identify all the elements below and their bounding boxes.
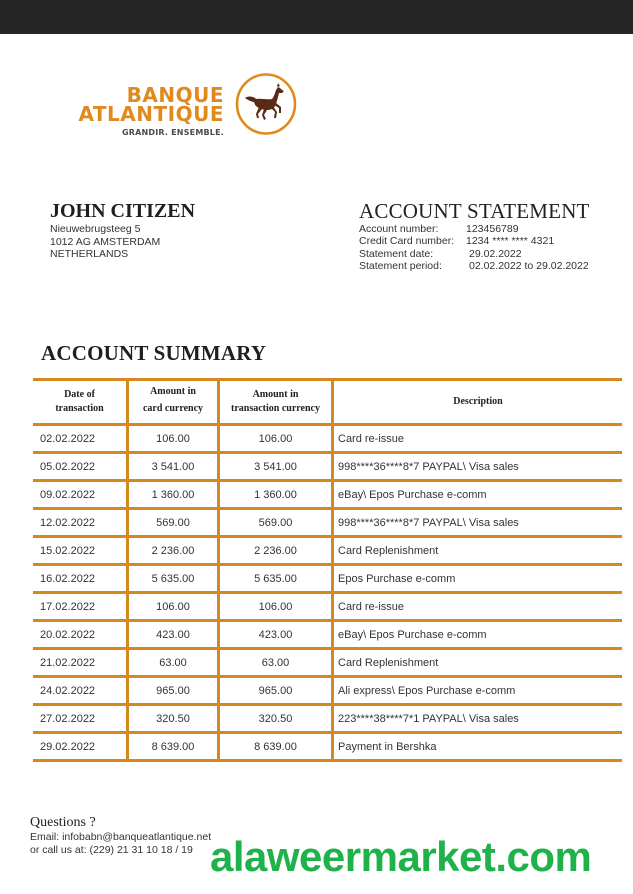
table-row <box>33 677 622 705</box>
horse-emblem-icon <box>235 73 297 135</box>
cell-amount-transaction: 965.00 <box>219 677 333 705</box>
table-row <box>33 481 622 509</box>
statement-period-value: 02.02.2022 to 29.02.2022 <box>469 259 589 272</box>
header-amount-txn-line2: transaction currency <box>231 403 320 414</box>
cell-description: 223****38****7*1 PAYPAL\ Visa sales <box>333 705 623 733</box>
contact-email: Email: infobabn@banqueatlantique.net <box>30 831 212 843</box>
cell-amount-card: 965.00 <box>128 677 219 705</box>
cell-amount-card: 5 635.00 <box>128 565 219 593</box>
footer-contact <box>30 815 211 857</box>
header-amount-transaction <box>219 380 333 425</box>
cell-amount-card: 8 639.00 <box>128 733 219 761</box>
table-row <box>33 705 622 733</box>
cell-date: 02.02.2022 <box>33 425 128 453</box>
cell-description: Card Replenishment <box>333 649 623 677</box>
cell-amount-card: 1 360.00 <box>128 481 219 509</box>
address-line2: 1012 AG AMSTERDAM <box>50 235 161 248</box>
cell-amount-transaction: 8 639.00 <box>219 733 333 761</box>
cell-amount-card: 2 236.00 <box>128 537 219 565</box>
cell-amount-card: 569.00 <box>128 509 219 537</box>
cell-amount-transaction: 569.00 <box>219 509 333 537</box>
cell-amount-card: 320.50 <box>128 705 219 733</box>
summary-title: ACCOUNT SUMMARY <box>41 341 267 365</box>
cell-date: 16.02.2022 <box>33 565 128 593</box>
transactions-table <box>33 378 622 762</box>
card-number-value: 1234 **** **** 4321 <box>466 235 555 248</box>
cell-description: eBay\ Epos Purchase e-comm <box>333 621 623 649</box>
cell-description: 998****36****8*7 PAYPAL\ Visa sales <box>333 509 623 537</box>
cell-amount-transaction: 5 635.00 <box>219 565 333 593</box>
bank-name-line2: ATLANTIQUE <box>78 102 224 126</box>
cell-date: 27.02.2022 <box>33 705 128 733</box>
table-row <box>33 621 622 649</box>
contact-phone: or call us at: (229) 21 31 10 18 / 19 <box>30 844 193 856</box>
cell-amount-card: 106.00 <box>128 593 219 621</box>
cell-date: 12.02.2022 <box>33 509 128 537</box>
cell-amount-card: 106.00 <box>128 425 219 453</box>
header-date-line1: Date of <box>64 389 95 400</box>
header-amount-txn-line1: Amount in <box>252 389 299 400</box>
cell-amount-transaction: 1 360.00 <box>219 481 333 509</box>
cell-amount-transaction: 2 236.00 <box>219 537 333 565</box>
cell-amount-transaction: 106.00 <box>219 425 333 453</box>
cell-description: 998****36****8*7 PAYPAL\ Visa sales <box>333 453 623 481</box>
table-row <box>33 453 622 481</box>
statement-period-label: Statement period: <box>359 259 442 272</box>
cell-date: 17.02.2022 <box>33 593 128 621</box>
cell-description: Payment in Bershka <box>333 733 623 761</box>
statement-period-row <box>359 260 590 272</box>
table-header-row <box>33 380 622 425</box>
cell-description: Card Replenishment <box>333 537 623 565</box>
cell-date: 21.02.2022 <box>33 649 128 677</box>
cell-description: Card re-issue <box>333 425 623 453</box>
table-row <box>33 649 622 677</box>
header-date <box>33 380 128 425</box>
top-bar <box>0 0 633 34</box>
customer-block <box>50 199 195 261</box>
header-amount-card-line1: Amount in <box>150 386 196 397</box>
account-number-label: Account number: <box>359 223 439 235</box>
card-number-row <box>359 235 590 247</box>
table-row <box>33 537 622 565</box>
account-number-row <box>359 223 590 235</box>
bank-tagline: GRANDIR. ENSEMBLE. <box>121 128 224 137</box>
table-row <box>33 565 622 593</box>
statement-date-label: Statement date: <box>359 247 434 260</box>
cell-date: 15.02.2022 <box>33 537 128 565</box>
cell-date: 20.02.2022 <box>33 621 128 649</box>
statement-date-row <box>359 248 590 260</box>
statement-block <box>359 199 590 272</box>
account-number-value: 123456789 <box>466 223 519 235</box>
bank-name-line1: BANQUE <box>126 83 224 107</box>
cell-date: 09.02.2022 <box>33 481 128 509</box>
customer-name: JOHN CITIZEN <box>50 200 196 222</box>
statement-title: ACCOUNT STATEMENT <box>359 199 590 223</box>
table-row <box>33 425 622 453</box>
table-row <box>33 733 622 761</box>
bank-logo-text <box>50 83 224 139</box>
header-date-line2: transaction <box>55 403 104 414</box>
cell-date: 24.02.2022 <box>33 677 128 705</box>
statement-date-value: 29.02.2022 <box>469 247 522 260</box>
cell-description: eBay\ Epos Purchase e-comm <box>333 481 623 509</box>
questions-heading: Questions ? <box>30 815 96 830</box>
watermark-text: alaweermarket.com <box>210 833 592 880</box>
table-row <box>33 509 622 537</box>
header-description: Description <box>333 380 623 425</box>
address-country: NETHERLANDS <box>50 248 129 260</box>
cell-date: 05.02.2022 <box>33 453 128 481</box>
cell-amount-card: 423.00 <box>128 621 219 649</box>
cell-description: Ali express\ Epos Purchase e-comm <box>333 677 623 705</box>
cell-description: Epos Purchase e-comm <box>333 565 623 593</box>
cell-amount-card: 63.00 <box>128 649 219 677</box>
table-row <box>33 593 622 621</box>
card-number-label: Credit Card number: <box>359 235 455 248</box>
cell-amount-transaction: 423.00 <box>219 621 333 649</box>
cell-amount-transaction: 3 541.00 <box>219 453 333 481</box>
header-amount-card-line2: card currency <box>142 403 204 414</box>
cell-amount-card: 3 541.00 <box>128 453 219 481</box>
cell-amount-transaction: 106.00 <box>219 593 333 621</box>
header-amount-card <box>128 380 219 425</box>
cell-amount-transaction: 63.00 <box>219 649 333 677</box>
cell-date: 29.02.2022 <box>33 733 128 761</box>
cell-amount-transaction: 320.50 <box>219 705 333 733</box>
cell-description: Card re-issue <box>333 593 623 621</box>
address-line1: Nieuwebrugsteeg 5 <box>50 223 141 235</box>
